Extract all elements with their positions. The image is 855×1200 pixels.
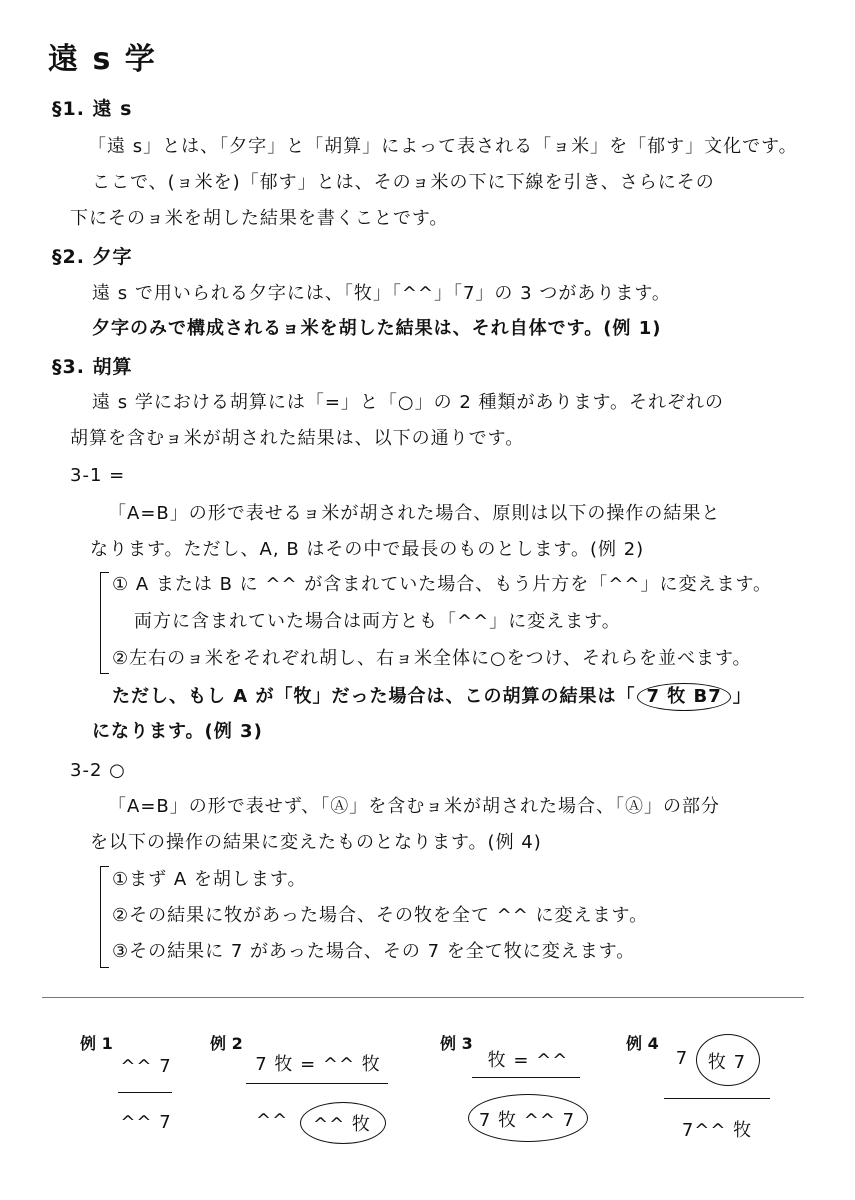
section-2-paragraph-2: 夕字のみで構成されるョ米を胡した結果は、それ自体です。(例 1)	[92, 318, 662, 339]
example-2-label: 例 2	[210, 1034, 243, 1053]
example-2-underline	[246, 1083, 388, 1084]
subsection-3-1-step-1-line-2: 両方に含まれていた場合は両方とも「^^」に変えます。	[134, 611, 621, 632]
example-3-label: 例 3	[440, 1034, 473, 1053]
example-3-bottom-oval-text: 7 牧 ^^ 7	[478, 1110, 576, 1131]
example-3-top: 牧 = ^^	[487, 1050, 569, 1071]
page-title: 遠 s 学	[48, 42, 157, 77]
section-1-paragraph-2-line-2: 下にそのョ米を胡した結果を書くことです。	[70, 208, 449, 229]
section-1-paragraph-1: 「遠 s」とは、「夕字」と「胡算」によって表される「ョ米」を「郁す」文化です。	[88, 136, 798, 157]
section-divider	[42, 997, 804, 998]
example-2-bottom-left: ^^	[256, 1110, 289, 1131]
steps-bracket-1	[100, 572, 109, 674]
example-1-bottom: ^^ 7	[120, 1112, 172, 1133]
note-text-after: 」	[732, 686, 752, 707]
note-oval-expression: 7 牧 B7	[637, 683, 730, 711]
subsection-3-2-paragraph-line-2: を以下の操作の結果に変えたものとなります。(例 4)	[90, 832, 542, 853]
section-3-paragraph-line-1: 遠 s 学における胡算には「=」と「○」の 2 種類があります。それぞれの	[92, 392, 725, 413]
subsection-3-1-paragraph-line-2: なります。ただし、A, B はその中で最長のものとします。(例 2)	[90, 539, 645, 560]
example-1-top: ^^ 7	[120, 1056, 172, 1077]
subsection-3-2-step-2: ②その結果に牧があった場合、その牧を全て ^^ に変えます。	[112, 905, 649, 926]
subsection-3-2-step-1: ①まず A を胡します。	[112, 869, 307, 890]
example-3-underline	[472, 1077, 580, 1078]
example-4-top-left: 7	[675, 1048, 689, 1069]
example-2-top: 7 牧 = ^^ 牧	[255, 1054, 381, 1075]
example-4-top-oval-text: 牧 7	[707, 1052, 747, 1073]
section-3-paragraph-line-2: 胡算を含むョ米が胡された結果は、以下の通りです。	[70, 428, 525, 449]
note-text-before: ただし、もし A が「牧」だった場合は、この胡算の結果は「	[112, 686, 636, 707]
subsection-3-2-heading: 3-2 ○	[70, 760, 126, 781]
subsection-3-2-paragraph-line-1: 「A=B」の形で表せず、「Ⓐ」を含むョ米が胡された場合、「Ⓐ」の部分	[108, 796, 720, 817]
section-2-paragraph-1: 遠 s で用いられる夕字には、「牧」「^^」「7」の 3 つがあります。	[92, 283, 671, 304]
subsection-3-1-note-line-1	[112, 683, 752, 711]
subsection-3-1-step-2: ②左右のョ米をそれぞれ胡し、右ョ米全体に○をつけ、それらを並べます。	[112, 648, 752, 669]
example-4-underline	[664, 1098, 770, 1099]
steps-bracket-2	[100, 866, 109, 968]
section-1-paragraph-2-line-1: ここで、(ョ米を)「郁す」とは、そのョ米の下に下線を引き、さらにその	[92, 172, 715, 193]
subsection-3-1-note-line-2: になります。(例 3)	[92, 721, 263, 742]
subsection-3-1-heading: 3-1 =	[70, 465, 126, 486]
subsection-3-1-paragraph-line-1: 「A=B」の形で表せるョ米が胡された場合、原則は以下の操作の結果と	[108, 503, 721, 524]
section-1-heading: §1. 遠 s	[52, 98, 133, 120]
example-1-underline	[118, 1092, 172, 1093]
section-3-heading: §3. 胡算	[52, 356, 133, 378]
example-4-bottom: 7^^ 牧	[681, 1120, 753, 1141]
example-1-label: 例 1	[80, 1034, 113, 1053]
example-4-label: 例 4	[626, 1034, 659, 1053]
section-2-heading: §2. 夕字	[52, 246, 133, 268]
example-2-bottom-oval-text: ^^ 牧	[313, 1114, 371, 1135]
subsection-3-1-step-1-line-1: ① A または B に ^^ が含まれていた場合、もう片方を「^^」に変えます。	[112, 574, 773, 595]
subsection-3-2-step-3: ③その結果に 7 があった場合、その 7 を全て牧に変えます。	[112, 941, 636, 962]
